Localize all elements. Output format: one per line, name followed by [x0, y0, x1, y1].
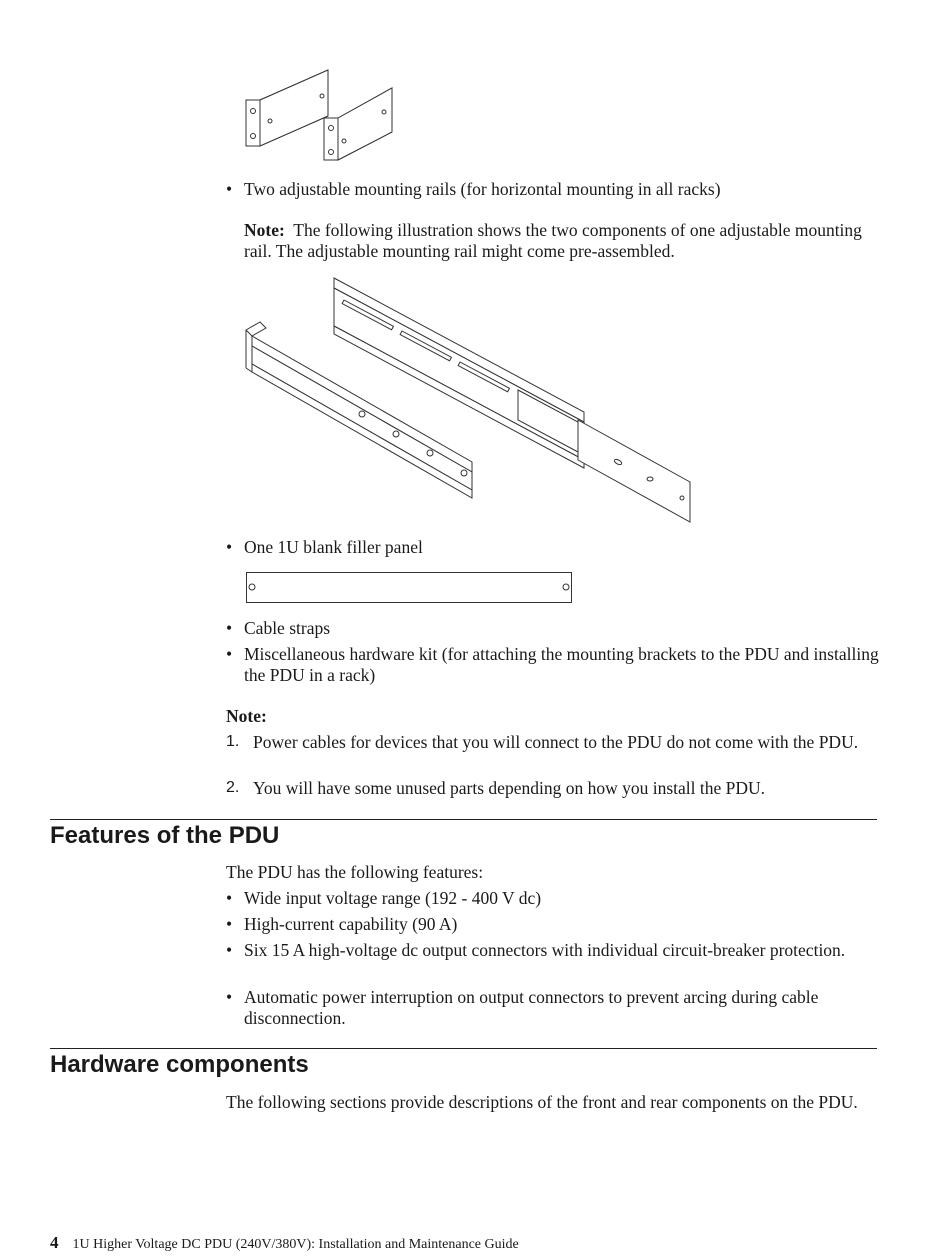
- list-item-text: Automatic power interruption on output connectors to prevent arcing during cable disconnection.: [244, 987, 819, 1028]
- rail-note: [244, 220, 884, 261]
- bullet-glyph: •: [226, 987, 233, 1007]
- note-label: Note:: [226, 706, 267, 726]
- note-label: Note:: [244, 220, 285, 240]
- note-text: The following illustration shows the two components of one adjustable mounting rail. The adjustable mounting rail might come pre-assembled.: [244, 220, 862, 261]
- page-footer: [50, 1234, 519, 1254]
- section-divider: [50, 1048, 877, 1049]
- bullet-glyph: •: [226, 618, 233, 638]
- list-item-text: One 1U blank filler panel: [244, 537, 423, 557]
- item-number: 1.: [226, 733, 240, 750]
- adjustable-mounting-rail-illustration: [240, 272, 700, 532]
- item-number: 2.: [226, 779, 240, 796]
- features-heading: Features of the PDU: [50, 822, 280, 849]
- numbered-item-text: Power cables for devices that you will connect to the PDU do not come with the PDU.: [253, 732, 859, 752]
- mounting-brackets-illustration: [240, 66, 400, 166]
- bullet-glyph: •: [226, 644, 233, 664]
- bullet-glyph: •: [226, 914, 233, 934]
- section-divider: [50, 819, 877, 820]
- list-item-text: High-current capability (90 A): [244, 914, 458, 934]
- list-item-text: Cable straps: [244, 618, 331, 638]
- bullet-glyph: •: [226, 940, 233, 960]
- bullet-glyph: •: [226, 888, 233, 908]
- hardware-components-heading: Hardware components: [50, 1051, 309, 1078]
- list-item-text: Wide input voltage range (192 - 400 V dc): [244, 888, 542, 908]
- blank-filler-panel-illustration: [246, 572, 572, 603]
- list-item-text: Miscellaneous hardware kit (for attaching the mounting brackets to the PDU and installing the PDU in a rack): [244, 644, 879, 685]
- features-intro: The PDU has the following features:: [226, 862, 484, 882]
- bullet-glyph: •: [226, 537, 233, 557]
- document-title: 1U Higher Voltage DC PDU (240V/380V): Installation and Maintenance Guide: [72, 1237, 519, 1252]
- page-number: 4: [50, 1233, 59, 1252]
- bullet-glyph: •: [226, 179, 233, 199]
- hardware-intro: The following sections provide descriptions of the front and rear components on the PDU.: [226, 1092, 858, 1112]
- numbered-item-text: You will have some unused parts depending on how you install the PDU.: [253, 778, 766, 798]
- list-item-text: Six 15 A high-voltage dc output connectors with individual circuit-breaker protection.: [244, 940, 846, 960]
- list-item-text: Two adjustable mounting rails (for horizontal mounting in all racks): [244, 179, 721, 199]
